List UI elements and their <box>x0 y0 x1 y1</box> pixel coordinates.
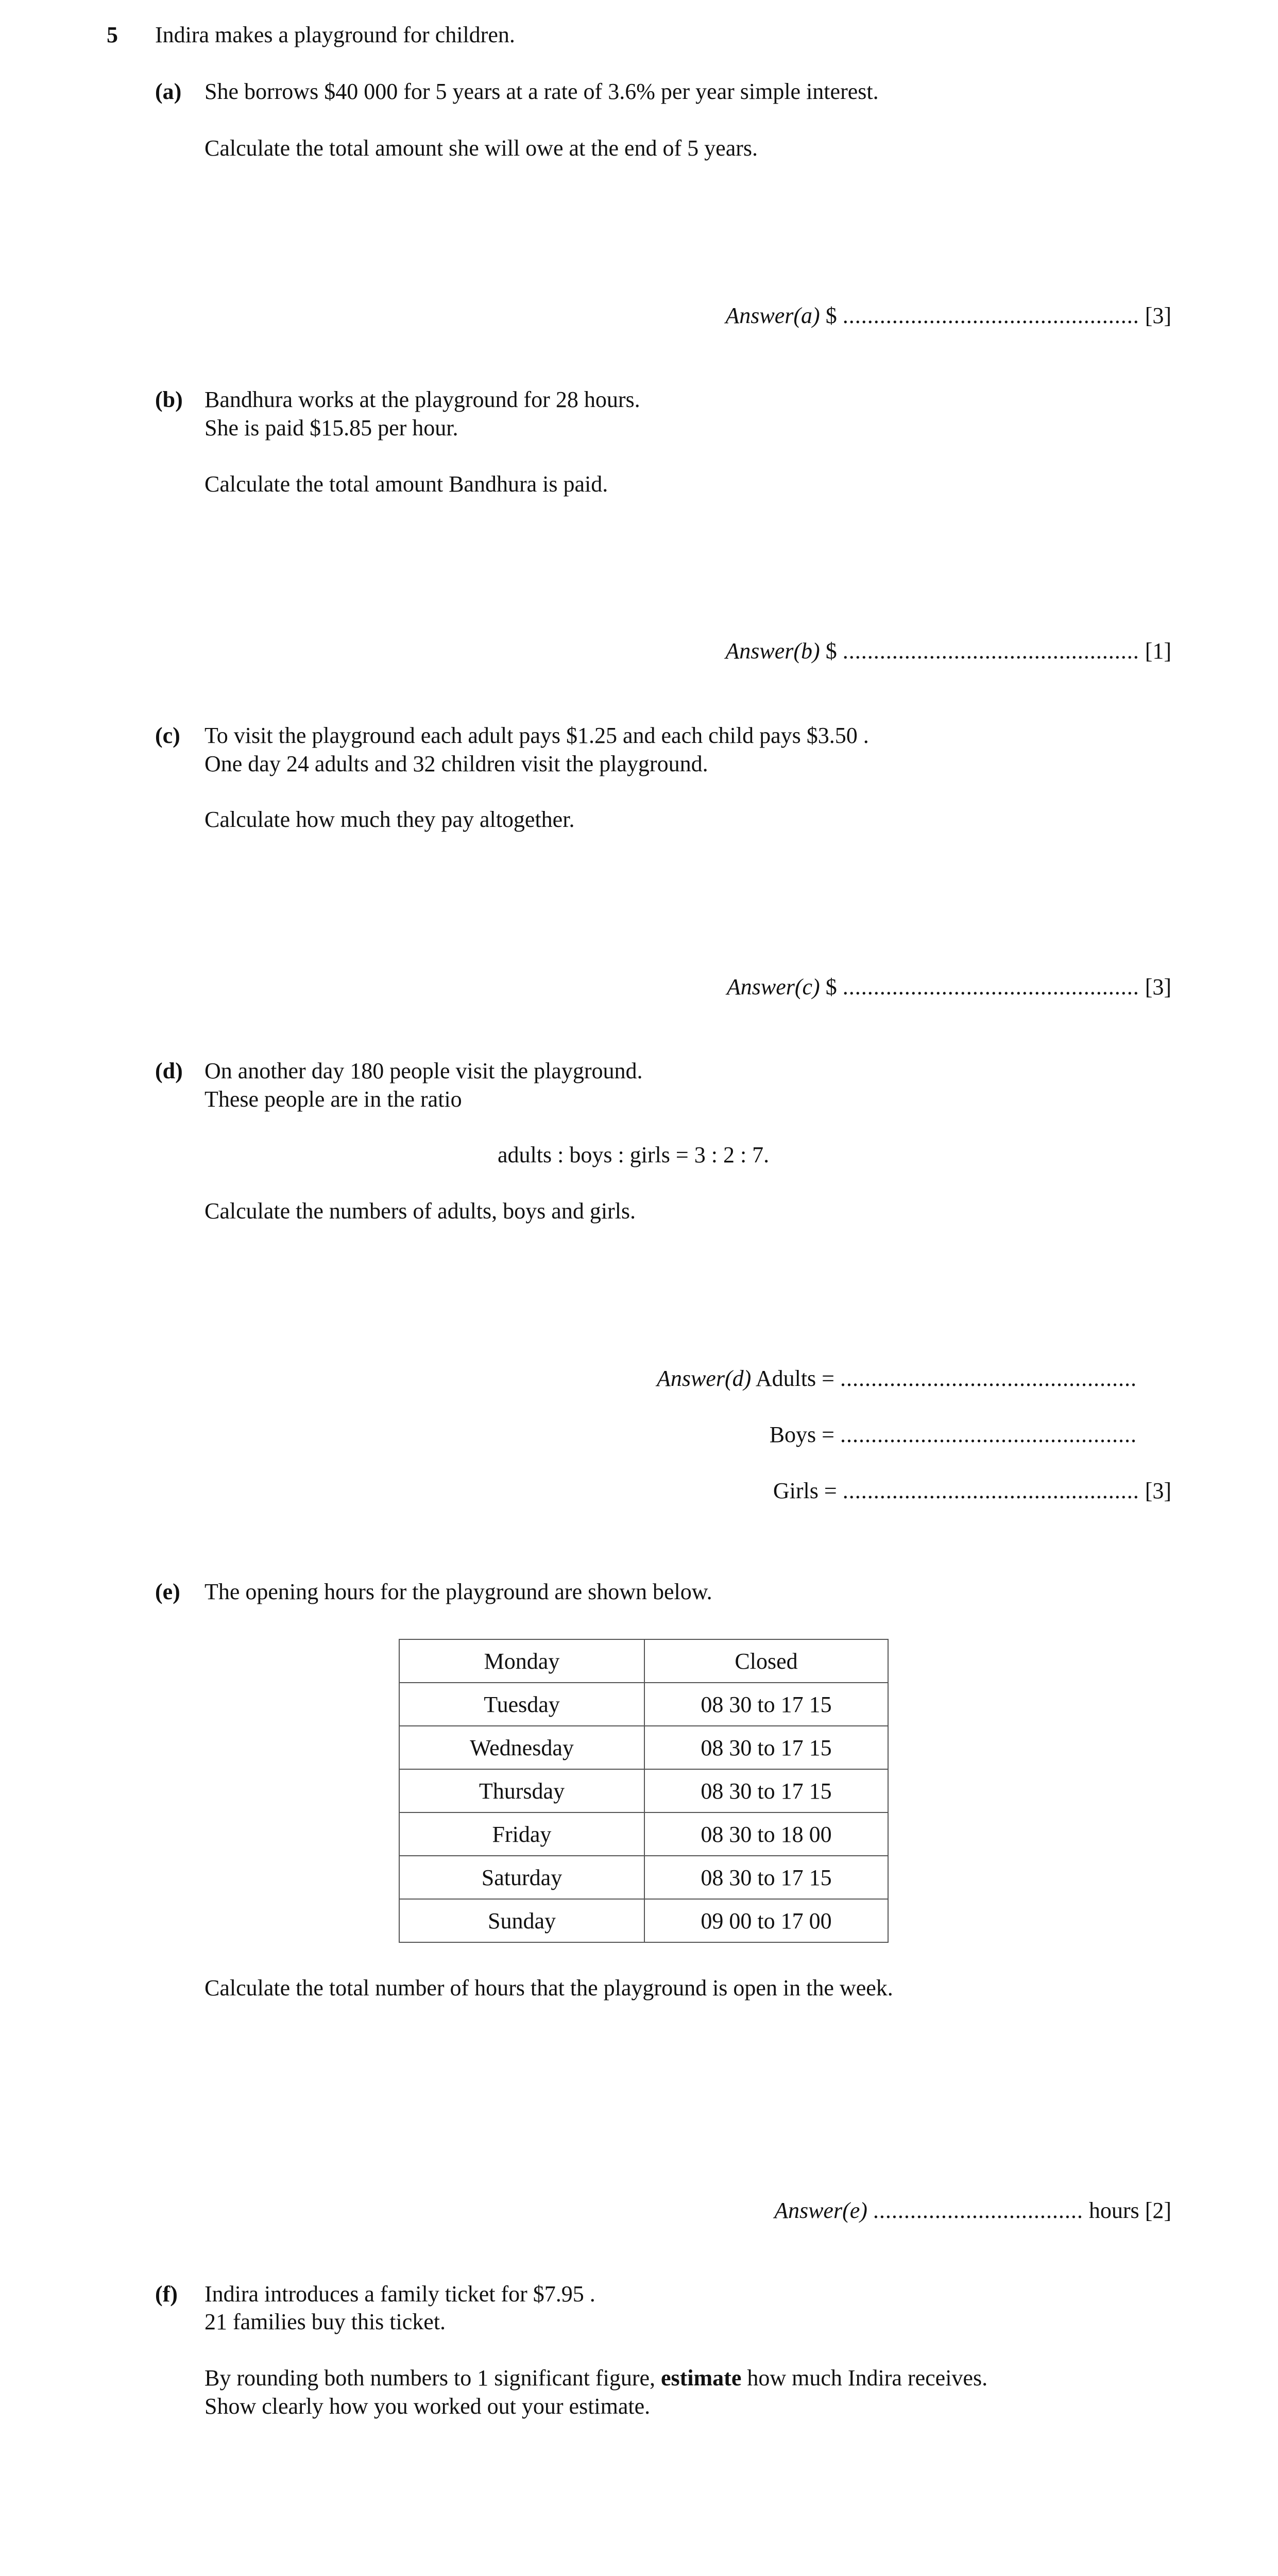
day-cell: Friday <box>399 1812 644 1856</box>
day-cell: Tuesday <box>399 1683 644 1726</box>
answer-a-line <box>725 301 1171 330</box>
table-row <box>399 1856 888 1899</box>
answer-d-boys-label: Boys = <box>769 1422 834 1447</box>
part-b-label: (b) <box>155 387 183 412</box>
opening-hours-table <box>399 1639 889 1943</box>
answer-c-currency: $ <box>825 974 837 999</box>
answer-d-adults-line <box>657 1364 1137 1393</box>
part-f-instruction-2: Show clearly how you worked out your estimate. <box>205 2394 651 2419</box>
part-c-text-1: To visit the playground each adult pays $1.25 and each child pays $3.50 . <box>205 723 869 748</box>
hours-cell: 08 30 to 18 00 <box>644 1812 888 1856</box>
part-a-instruction: Calculate the total amount she will owe at the end of 5 years. <box>205 135 758 161</box>
day-cell: Sunday <box>399 1899 644 1942</box>
table-row <box>399 1726 888 1769</box>
part-d-instruction: Calculate the numbers of adults, boys and girls. <box>205 1198 636 1224</box>
answer-d-marks: [3] <box>1145 1478 1171 1503</box>
part-f-label: (f) <box>155 2281 178 2307</box>
hours-cell: Closed <box>644 1639 888 1683</box>
part-f-instruction-pre: By rounding both numbers to 1 significant figure, <box>205 2365 655 2391</box>
part-a-text: She borrows $40 000 for 5 years at a rate of 3.6% per year simple interest. <box>205 79 879 104</box>
part-e-label: (e) <box>155 1579 180 1604</box>
answer-c-marks: [3] <box>1145 974 1171 999</box>
answer-d-boys-field[interactable]: ................................................ <box>840 1422 1137 1447</box>
table-row <box>399 1812 888 1856</box>
answer-a-label: Answer(a) <box>725 303 820 328</box>
answer-d-girls-label: Girls = <box>773 1478 837 1503</box>
part-f-estimate-keyword: estimate <box>661 2365 742 2391</box>
answer-b-field[interactable]: ................................................ <box>842 638 1139 664</box>
part-c-text-2: One day 24 adults and 32 children visit the playground. <box>205 751 708 776</box>
hours-cell: 08 30 to 17 15 <box>644 1683 888 1726</box>
part-f-text-1: Indira introduces a family ticket for $7.95 . <box>205 2281 595 2307</box>
hours-cell: 08 30 to 17 15 <box>644 1769 888 1812</box>
answer-a-marks: [3] <box>1145 303 1171 328</box>
answer-d-girls-field[interactable]: ................................................ <box>842 1478 1139 1503</box>
answer-b-currency: $ <box>825 638 837 664</box>
answer-d-adults-label: Adults = <box>755 1366 834 1391</box>
part-d-text-1: On another day 180 people visit the playground. <box>205 1058 643 1083</box>
answer-b-marks: [1] <box>1145 638 1171 664</box>
ratio-statement: adults : boys : girls = 3 : 2 : 7. <box>498 1142 770 1167</box>
hours-cell: 08 30 to 17 15 <box>644 1726 888 1769</box>
answer-b-line <box>725 637 1171 665</box>
part-d-label: (d) <box>155 1058 183 1083</box>
question-number: 5 <box>107 22 118 47</box>
answer-a-field[interactable]: ................................................ <box>842 303 1139 328</box>
answer-b-label: Answer(b) <box>725 638 820 664</box>
part-b-text-2: She is paid $15.85 per hour. <box>205 415 458 440</box>
answer-e-field[interactable]: .................................. <box>873 2198 1083 2223</box>
table-row <box>399 1769 888 1812</box>
answer-e-marks: [2] <box>1145 2198 1171 2223</box>
answer-d-adults-field[interactable]: ................................................ <box>840 1366 1137 1391</box>
part-c-label: (c) <box>155 723 180 748</box>
day-cell: Saturday <box>399 1856 644 1899</box>
part-f-text-2: 21 families buy this ticket. <box>205 2309 446 2334</box>
answer-c-line <box>727 973 1171 1001</box>
day-cell: Wednesday <box>399 1726 644 1769</box>
part-d-text-2: These people are in the ratio <box>205 1087 462 1112</box>
answer-d-girls-line <box>773 1477 1171 1505</box>
part-b-text-1: Bandhura works at the playground for 28 hours. <box>205 387 640 412</box>
answer-a-currency: $ <box>825 303 837 328</box>
part-e-text-1: The opening hours for the playground are shown below. <box>205 1579 712 1604</box>
answer-e-unit: hours <box>1088 2198 1139 2223</box>
answer-d-boys-line <box>770 1420 1137 1449</box>
answer-d-label: Answer(d) <box>656 1366 752 1391</box>
answer-c-label: Answer(c) <box>726 974 820 999</box>
part-a-label: (a) <box>155 79 182 104</box>
hours-cell: 09 00 to 17 00 <box>644 1899 888 1942</box>
answer-e-line <box>774 2196 1171 2225</box>
answer-e-label: Answer(e) <box>774 2198 867 2223</box>
day-cell: Thursday <box>399 1769 644 1812</box>
table-row <box>399 1683 888 1726</box>
answer-c-field[interactable]: ................................................ <box>842 974 1139 999</box>
table-row <box>399 1639 888 1683</box>
part-f-instruction-post: how much Indira receives. <box>747 2365 988 2391</box>
table-row <box>399 1899 888 1942</box>
question-intro: Indira makes a playground for children. <box>155 22 515 47</box>
part-c-instruction: Calculate how much they pay altogether. <box>205 807 575 832</box>
part-e-instruction: Calculate the total number of hours that the playground is open in the week. <box>205 1975 893 2001</box>
part-f-instruction-1 <box>205 2364 987 2392</box>
hours-cell: 08 30 to 17 15 <box>644 1856 888 1899</box>
part-b-instruction: Calculate the total amount Bandhura is paid. <box>205 471 608 497</box>
day-cell: Monday <box>399 1639 644 1683</box>
